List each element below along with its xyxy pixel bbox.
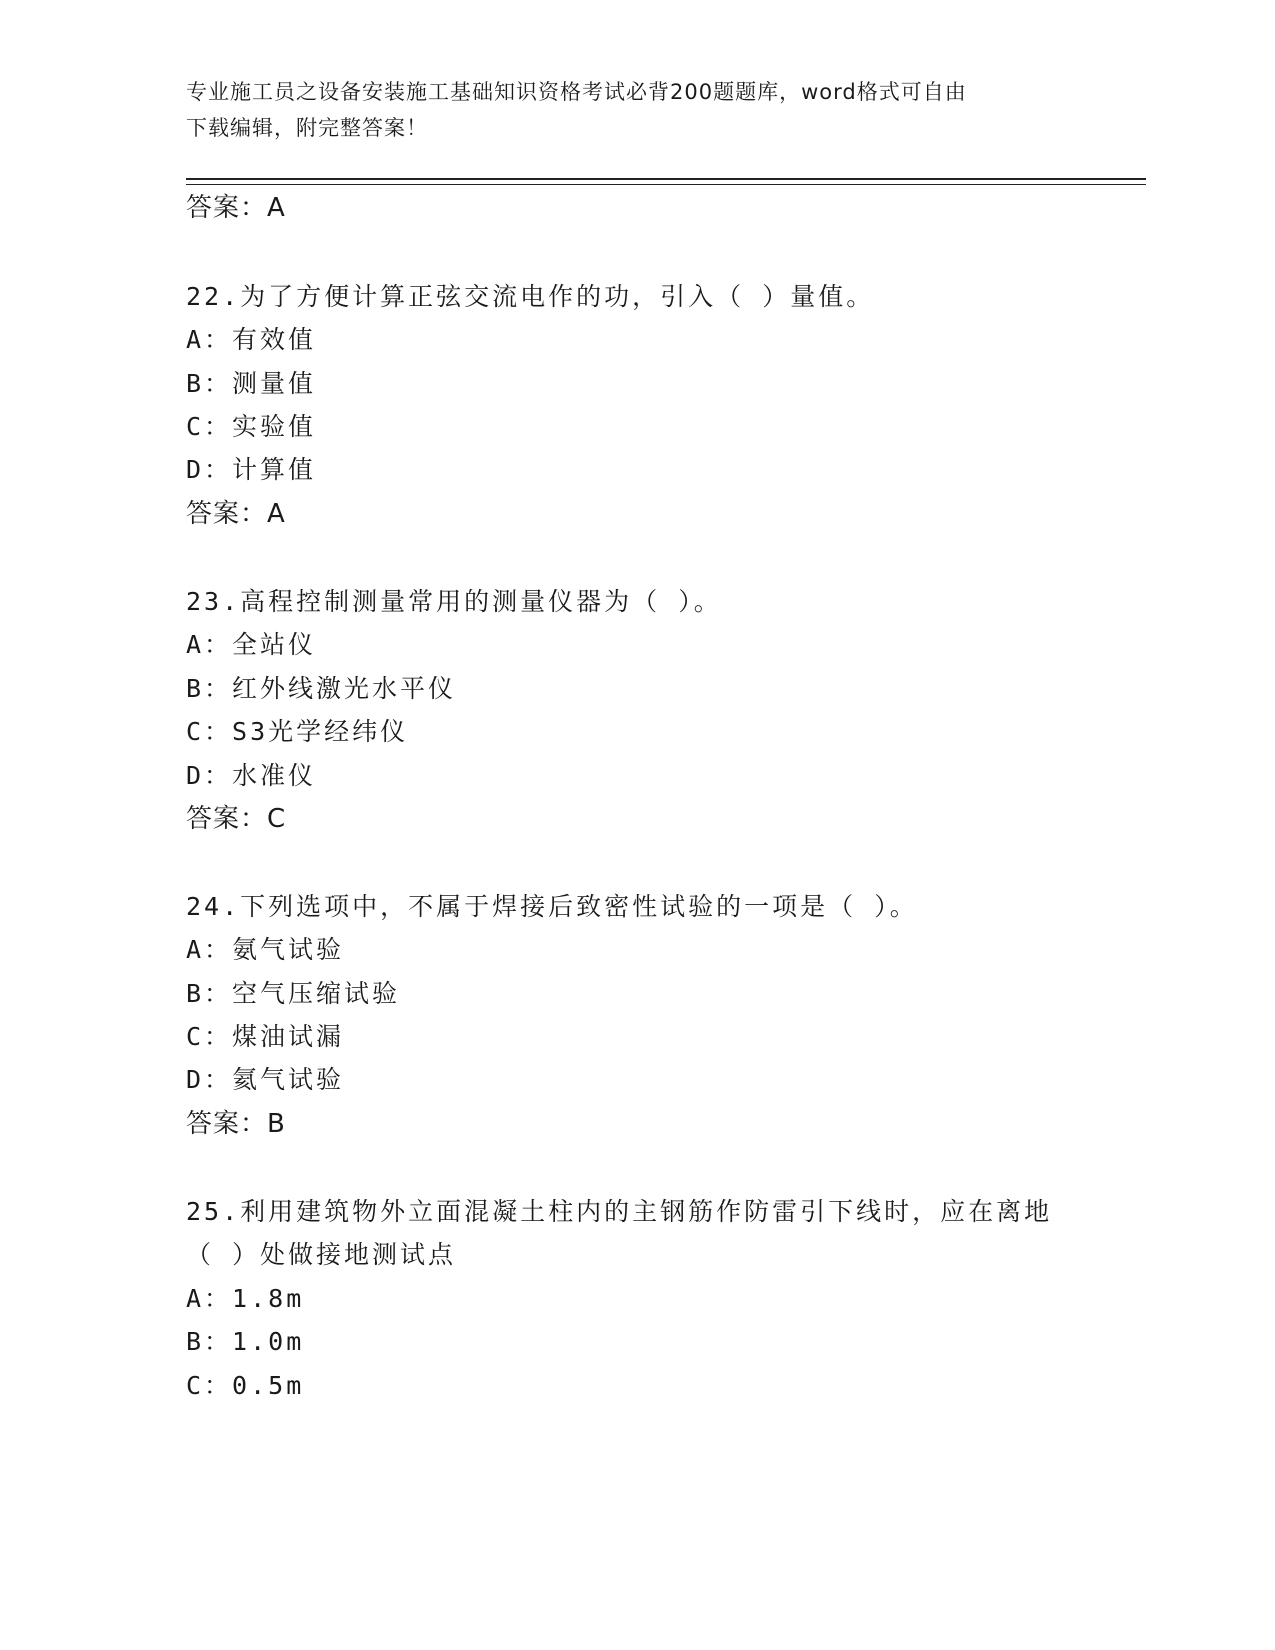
answer-21: 答案：A <box>186 193 286 223</box>
question-25-option-b: B：1.0m <box>186 1327 305 1356</box>
header-divider-thick <box>186 178 1146 180</box>
question-23-option-a: A：全站仪 <box>186 630 317 659</box>
question-23-stem: 23.高程控制测量常用的测量仪器为（ ）。 <box>186 587 722 616</box>
header-line-2: 下载编辑，附完整答案！ <box>186 116 428 140</box>
question-25-stem: 25.利用建筑物外立面混凝土柱内的主钢筋作防雷引下线时，应在离地 <box>186 1197 1053 1226</box>
question-24-stem: 24.下列选项中，不属于焊接后致密性试验的一项是（ ）。 <box>186 892 918 921</box>
question-24-option-c: C：煤油试漏 <box>186 1022 345 1051</box>
question-23-option-d: D：水准仪 <box>186 761 317 790</box>
answer-23: 答案：C <box>186 804 287 834</box>
question-24-option-d: D：氦气试验 <box>186 1065 345 1094</box>
question-22-stem: 22.为了方便计算正弦交流电作的功，引入（ ）量值。 <box>186 282 875 311</box>
question-22-option-d: D：计算值 <box>186 455 317 484</box>
question-23-option-c: C：S3光学经纬仪 <box>186 717 409 746</box>
answer-22: 答案：A <box>186 499 286 529</box>
question-24-option-b: B：空气压缩试验 <box>186 979 401 1008</box>
question-22-option-b: B：测量值 <box>186 369 317 398</box>
question-22-option-a: A：有效值 <box>186 325 317 354</box>
document-header <box>186 74 1086 146</box>
question-25-option-a: A：1.8m <box>186 1284 305 1313</box>
question-24-option-a: A：氨气试验 <box>186 935 345 964</box>
question-25-stem-continued: （ ）处做接地测试点 <box>186 1240 457 1269</box>
question-23-option-b: B：红外线激光水平仪 <box>186 674 457 703</box>
question-22-option-c: C：实验值 <box>186 412 317 441</box>
header-line-1: 专业施工员之设备安装施工基础知识资格考试必背200题题库，word格式可自由 <box>186 80 967 104</box>
header-divider-thin <box>186 184 1146 185</box>
answer-24: 答案：B <box>186 1109 286 1139</box>
question-25-option-c: C：0.5m <box>186 1371 305 1400</box>
